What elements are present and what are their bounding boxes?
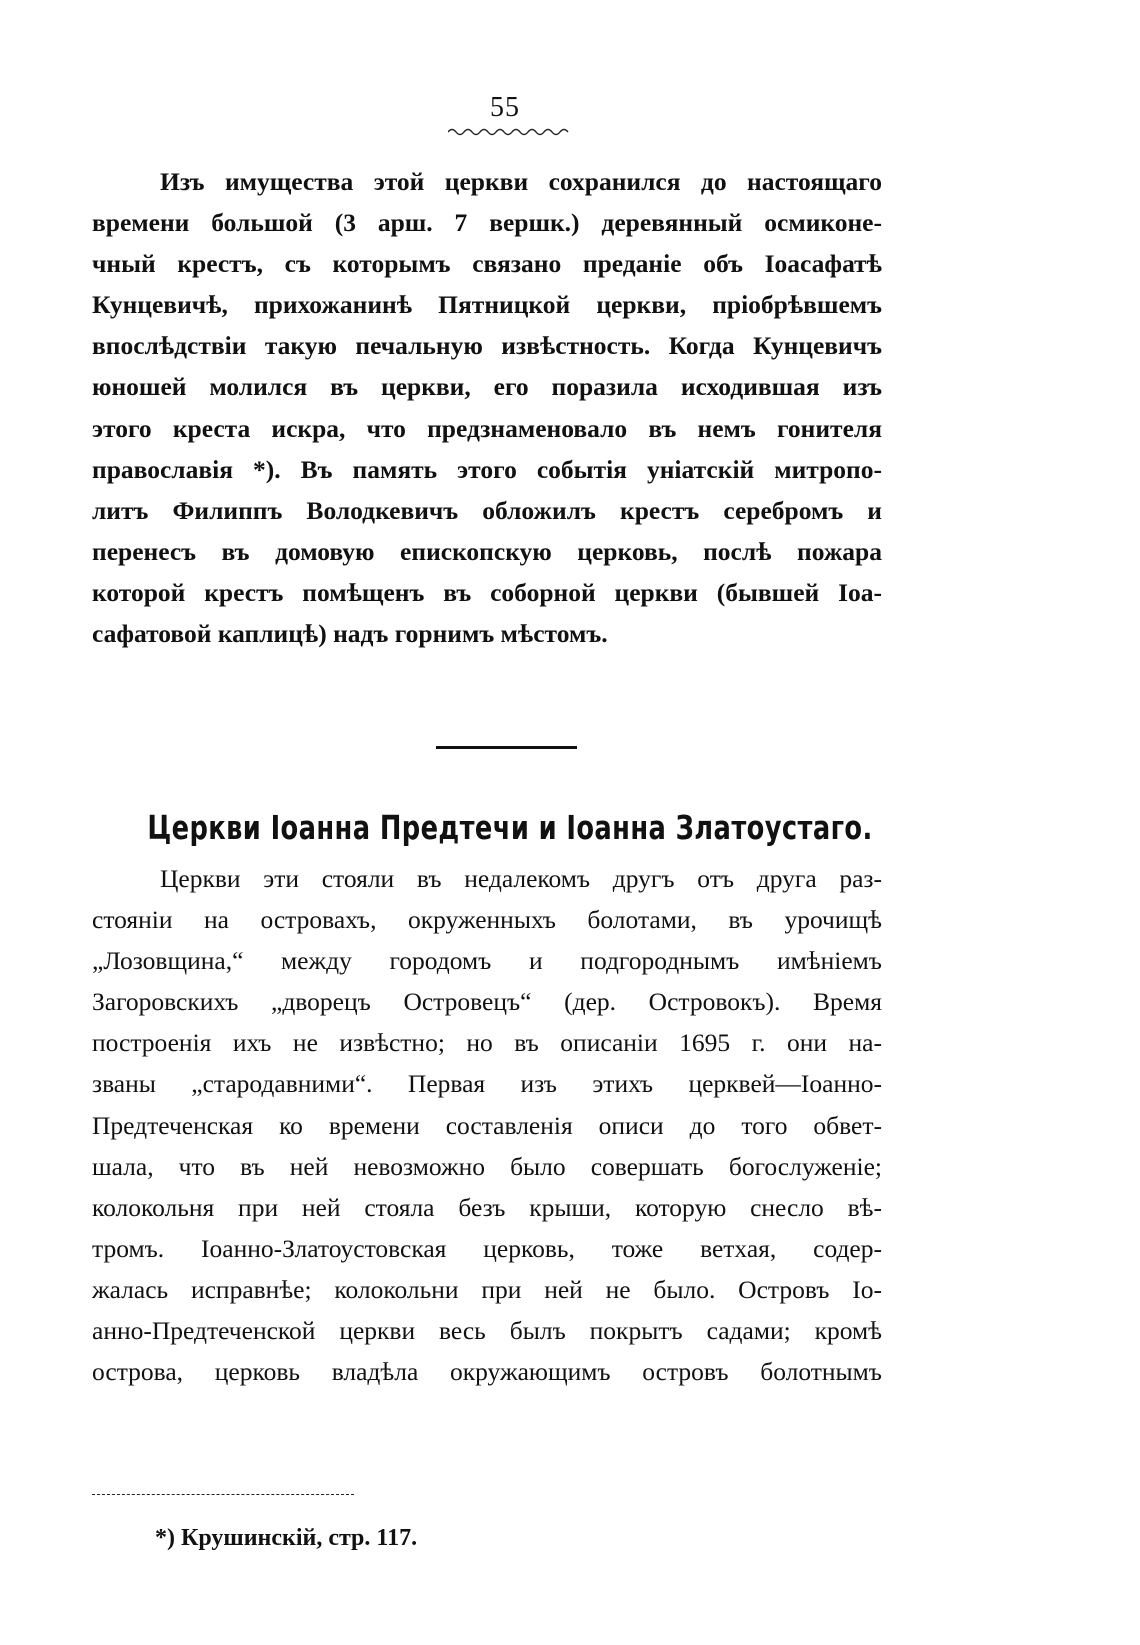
section-heading: Церкви Іоанна Предтечи и Іоанна Златоустаго. — [147, 808, 873, 847]
section-separator-rule — [436, 746, 577, 749]
text-line: православія *). Въ память этого событія уніатскій митропо- — [92, 454, 882, 484]
paragraph-1 — [92, 161, 882, 654]
text-line: Церкви эти стояли въ недалекомъ другъ отъ друга раз- — [160, 864, 882, 893]
text-line: стояніи на островахъ, окруженныхъ болотами, въ урочищѣ — [92, 905, 882, 935]
text-line: времени большой (3 арш. 7 вершк.) деревянный осмиконе- — [92, 208, 882, 238]
text-line: тромъ. Іоанно-Златоустовская церковь, тоже ветхая, содер- — [92, 1233, 882, 1263]
text-line: сафатовой каплицѣ) надъ горнимъ мѣстомъ. — [92, 619, 608, 649]
text-line: званы „стародавними“. Первая изъ этихъ церквей—Іоанно- — [92, 1069, 882, 1099]
footnote: *) Крушинскій, стр. 117. — [155, 1525, 418, 1551]
text-line: Изъ имущества этой церкви сохранился до настоящаго — [160, 167, 882, 196]
text-line: литъ Филиппъ Володкевичъ обложилъ крестъ серебромъ и — [92, 495, 882, 525]
text-line: перенесъ въ домовую епископскую церковь, послѣ пожара — [92, 536, 882, 566]
text-line: „Лозовщина,“ между городомъ и подгороднымъ имѣніемъ — [92, 946, 882, 976]
text-line: Кунцевичѣ, прихожанинѣ Пятницкой церкви, пріобрѣвшемъ — [92, 290, 882, 320]
text-line: острова, церковь владѣла окружающимъ островъ болотнымъ — [92, 1357, 882, 1387]
text-line: юношей молился въ церкви, его поразила исходившая изъ — [92, 372, 882, 402]
text-line: Загоровскихъ „дворецъ Островецъ“ (дер. Островокъ). Время — [92, 987, 882, 1017]
text-line: колокольня при ней стояла безъ крыши, которую снесло вѣ- — [92, 1192, 882, 1222]
text-line: жалась исправнѣе; колокольни при ней не было. Островъ Іо- — [92, 1274, 882, 1304]
text-line: анно-Предтеченской церкви весь былъ покрытъ садами; кромѣ — [92, 1316, 882, 1346]
text-line: построенія ихъ не извѣстно; но въ описаніи 1695 г. они на- — [92, 1028, 882, 1058]
page-number: 55 — [490, 92, 520, 123]
page-number-ornament — [448, 126, 572, 138]
text-line: впослѣдствіи такую печальную извѣстность. Когда Кунцевичъ — [92, 331, 882, 361]
text-line: шала, что въ ней невозможно было совершать богослуженіе; — [92, 1151, 882, 1181]
paragraph-2 — [92, 858, 882, 1392]
text-line: Предтеченская ко времени составленія описи до того обвет- — [92, 1110, 882, 1140]
text-line: которой крестъ помѣщенъ въ соборной церкви (бывшей Іоа- — [92, 577, 882, 607]
text-line: этого креста искра, что предзнаменовало въ немъ гонителя — [92, 413, 882, 443]
footnote-separator-rule — [92, 1494, 354, 1495]
text-line: чный крестъ, съ которымъ связано преданіе объ Іоасафатѣ — [92, 249, 882, 279]
